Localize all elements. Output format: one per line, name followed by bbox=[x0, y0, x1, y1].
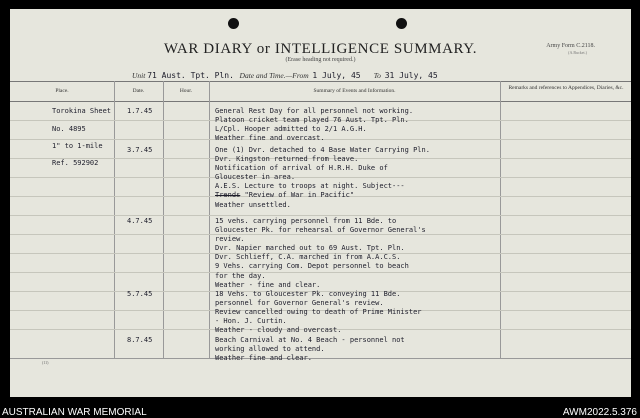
entry-block bbox=[215, 290, 422, 335]
place-note: 1" to 1-mile bbox=[52, 142, 103, 150]
grid-line bbox=[10, 101, 631, 102]
grid-line bbox=[114, 81, 115, 358]
place-note: Ref. 592902 bbox=[52, 159, 99, 167]
entry-line: Dvr. Kingston returned from leave. bbox=[215, 155, 359, 164]
entry-line: Gloucester Pk. for rehearsal of Governor General's bbox=[215, 226, 426, 235]
entry-line: Platoon cricket team played 76 Aust. Tpt. Pln. bbox=[215, 116, 409, 125]
struck-word: Trends bbox=[215, 191, 241, 200]
entry-line: working allowed to attend. bbox=[215, 345, 325, 354]
place-note: No. 4895 bbox=[52, 125, 86, 133]
col-header-summary: Summary of Events and Information. bbox=[313, 88, 396, 94]
entry-line: L/Cpl. Hooper admitted to 2/1 A.G.H. bbox=[215, 125, 367, 134]
date-label: Date and Time.—From bbox=[239, 71, 309, 80]
entry-date: 5.7.45 bbox=[127, 290, 153, 298]
erase-note: (Erase heading not required.) bbox=[285, 57, 356, 63]
form-number: (11) bbox=[42, 360, 49, 365]
entry-line: General Rest Day for all personnel not working. bbox=[215, 107, 414, 115]
entry-line: Dvr. Schlieff, C.A. marched in from A.A.C.S. bbox=[215, 253, 401, 262]
entry-date: 8.7.45 bbox=[127, 336, 153, 344]
unit-label: Unit bbox=[132, 71, 146, 80]
entry-line: 9 Vehs. carrying Com. Depot personnel to beach bbox=[215, 262, 409, 271]
col-header-remarks: Remarks and references to Appendices, Diaries, &c. bbox=[508, 85, 624, 91]
entry-line: 15 vehs. carrying personnel from 11 Bde. to bbox=[215, 217, 397, 225]
entry-line: 18 Vehs. to Gloucester Pk. conveying 11 Bde. bbox=[215, 290, 401, 298]
entry-line: Review cancelled owing to death of Prime Minister bbox=[215, 308, 422, 317]
footer-credit: AUSTRALIAN WAR MEMORIAL bbox=[2, 407, 147, 418]
entry-line: Beach Carnival at No. 4 Beach - personnel not bbox=[215, 336, 405, 344]
entry-line: personnel for Governor General's review. bbox=[215, 299, 384, 308]
entry-line: Weather - cloudy and overcast. bbox=[215, 326, 342, 335]
page-title: WAR DIARY or INTELLIGENCE SUMMARY. bbox=[163, 41, 478, 57]
entry-date: 4.7.45 bbox=[127, 217, 153, 225]
grid-line bbox=[163, 81, 164, 358]
grid-line bbox=[500, 81, 501, 358]
entry-line: Weather - fine and clear. bbox=[215, 280, 321, 289]
entry-date: 1.7.45 bbox=[127, 107, 153, 115]
col-header-place: Place. bbox=[55, 88, 69, 94]
entry-line: "Review of War in Pacific" bbox=[244, 191, 355, 200]
entry-block bbox=[215, 107, 413, 143]
entry-block bbox=[215, 217, 426, 290]
unit-line bbox=[132, 71, 438, 80]
entry-line: One (1) Dvr. detached to 4 Base Water Carrying Pln. bbox=[215, 146, 430, 154]
col-header-hour: Hour. bbox=[179, 88, 193, 94]
entry-block bbox=[215, 336, 405, 363]
entry-line: Weather fine and clear. bbox=[215, 354, 312, 363]
entry-line-with-strike bbox=[215, 191, 430, 200]
punch-hole bbox=[396, 18, 407, 29]
grid-line bbox=[10, 81, 631, 82]
punch-hole bbox=[228, 18, 239, 29]
grid-line bbox=[209, 81, 210, 358]
diary-page bbox=[10, 9, 631, 397]
row-rule bbox=[10, 215, 631, 216]
footer-accession: AWM2022.5.376 bbox=[562, 407, 637, 418]
entry-date: 3.7.45 bbox=[127, 146, 153, 154]
entry-block bbox=[215, 146, 430, 210]
to-label: To bbox=[373, 71, 381, 80]
entry-line: Weather unsettled. bbox=[215, 200, 291, 209]
col-header-date: Date. bbox=[132, 88, 145, 94]
entry-line: A.E.S. Lecture to troops at night. Subject--- bbox=[215, 182, 405, 191]
entry-line: Dvr. Napier marched out to 69 Aust. Tpt. Pln. bbox=[215, 244, 405, 253]
entry-line: review. bbox=[215, 235, 245, 244]
entry-line: Notification of arrival of H.R.H. Duke of bbox=[215, 164, 388, 173]
place-note: Torokina Sheet bbox=[52, 107, 112, 115]
entry-line: Weather fine and overcast. bbox=[215, 134, 325, 143]
army-form-sub: (A.Bucket.) bbox=[568, 50, 587, 55]
to-value: 31 July, 45 bbox=[384, 71, 438, 80]
entry-line: for the day. bbox=[215, 271, 266, 280]
entry-line: Gloucester in area. bbox=[215, 173, 296, 182]
entry-line: - Hon. J. Curtin. bbox=[215, 317, 287, 326]
army-form-label: Army Form C.2118. bbox=[546, 43, 595, 49]
unit-value: 71 Aust. Tpt. Pln. bbox=[147, 71, 234, 80]
from-value: 1 July, 45 bbox=[312, 71, 361, 80]
